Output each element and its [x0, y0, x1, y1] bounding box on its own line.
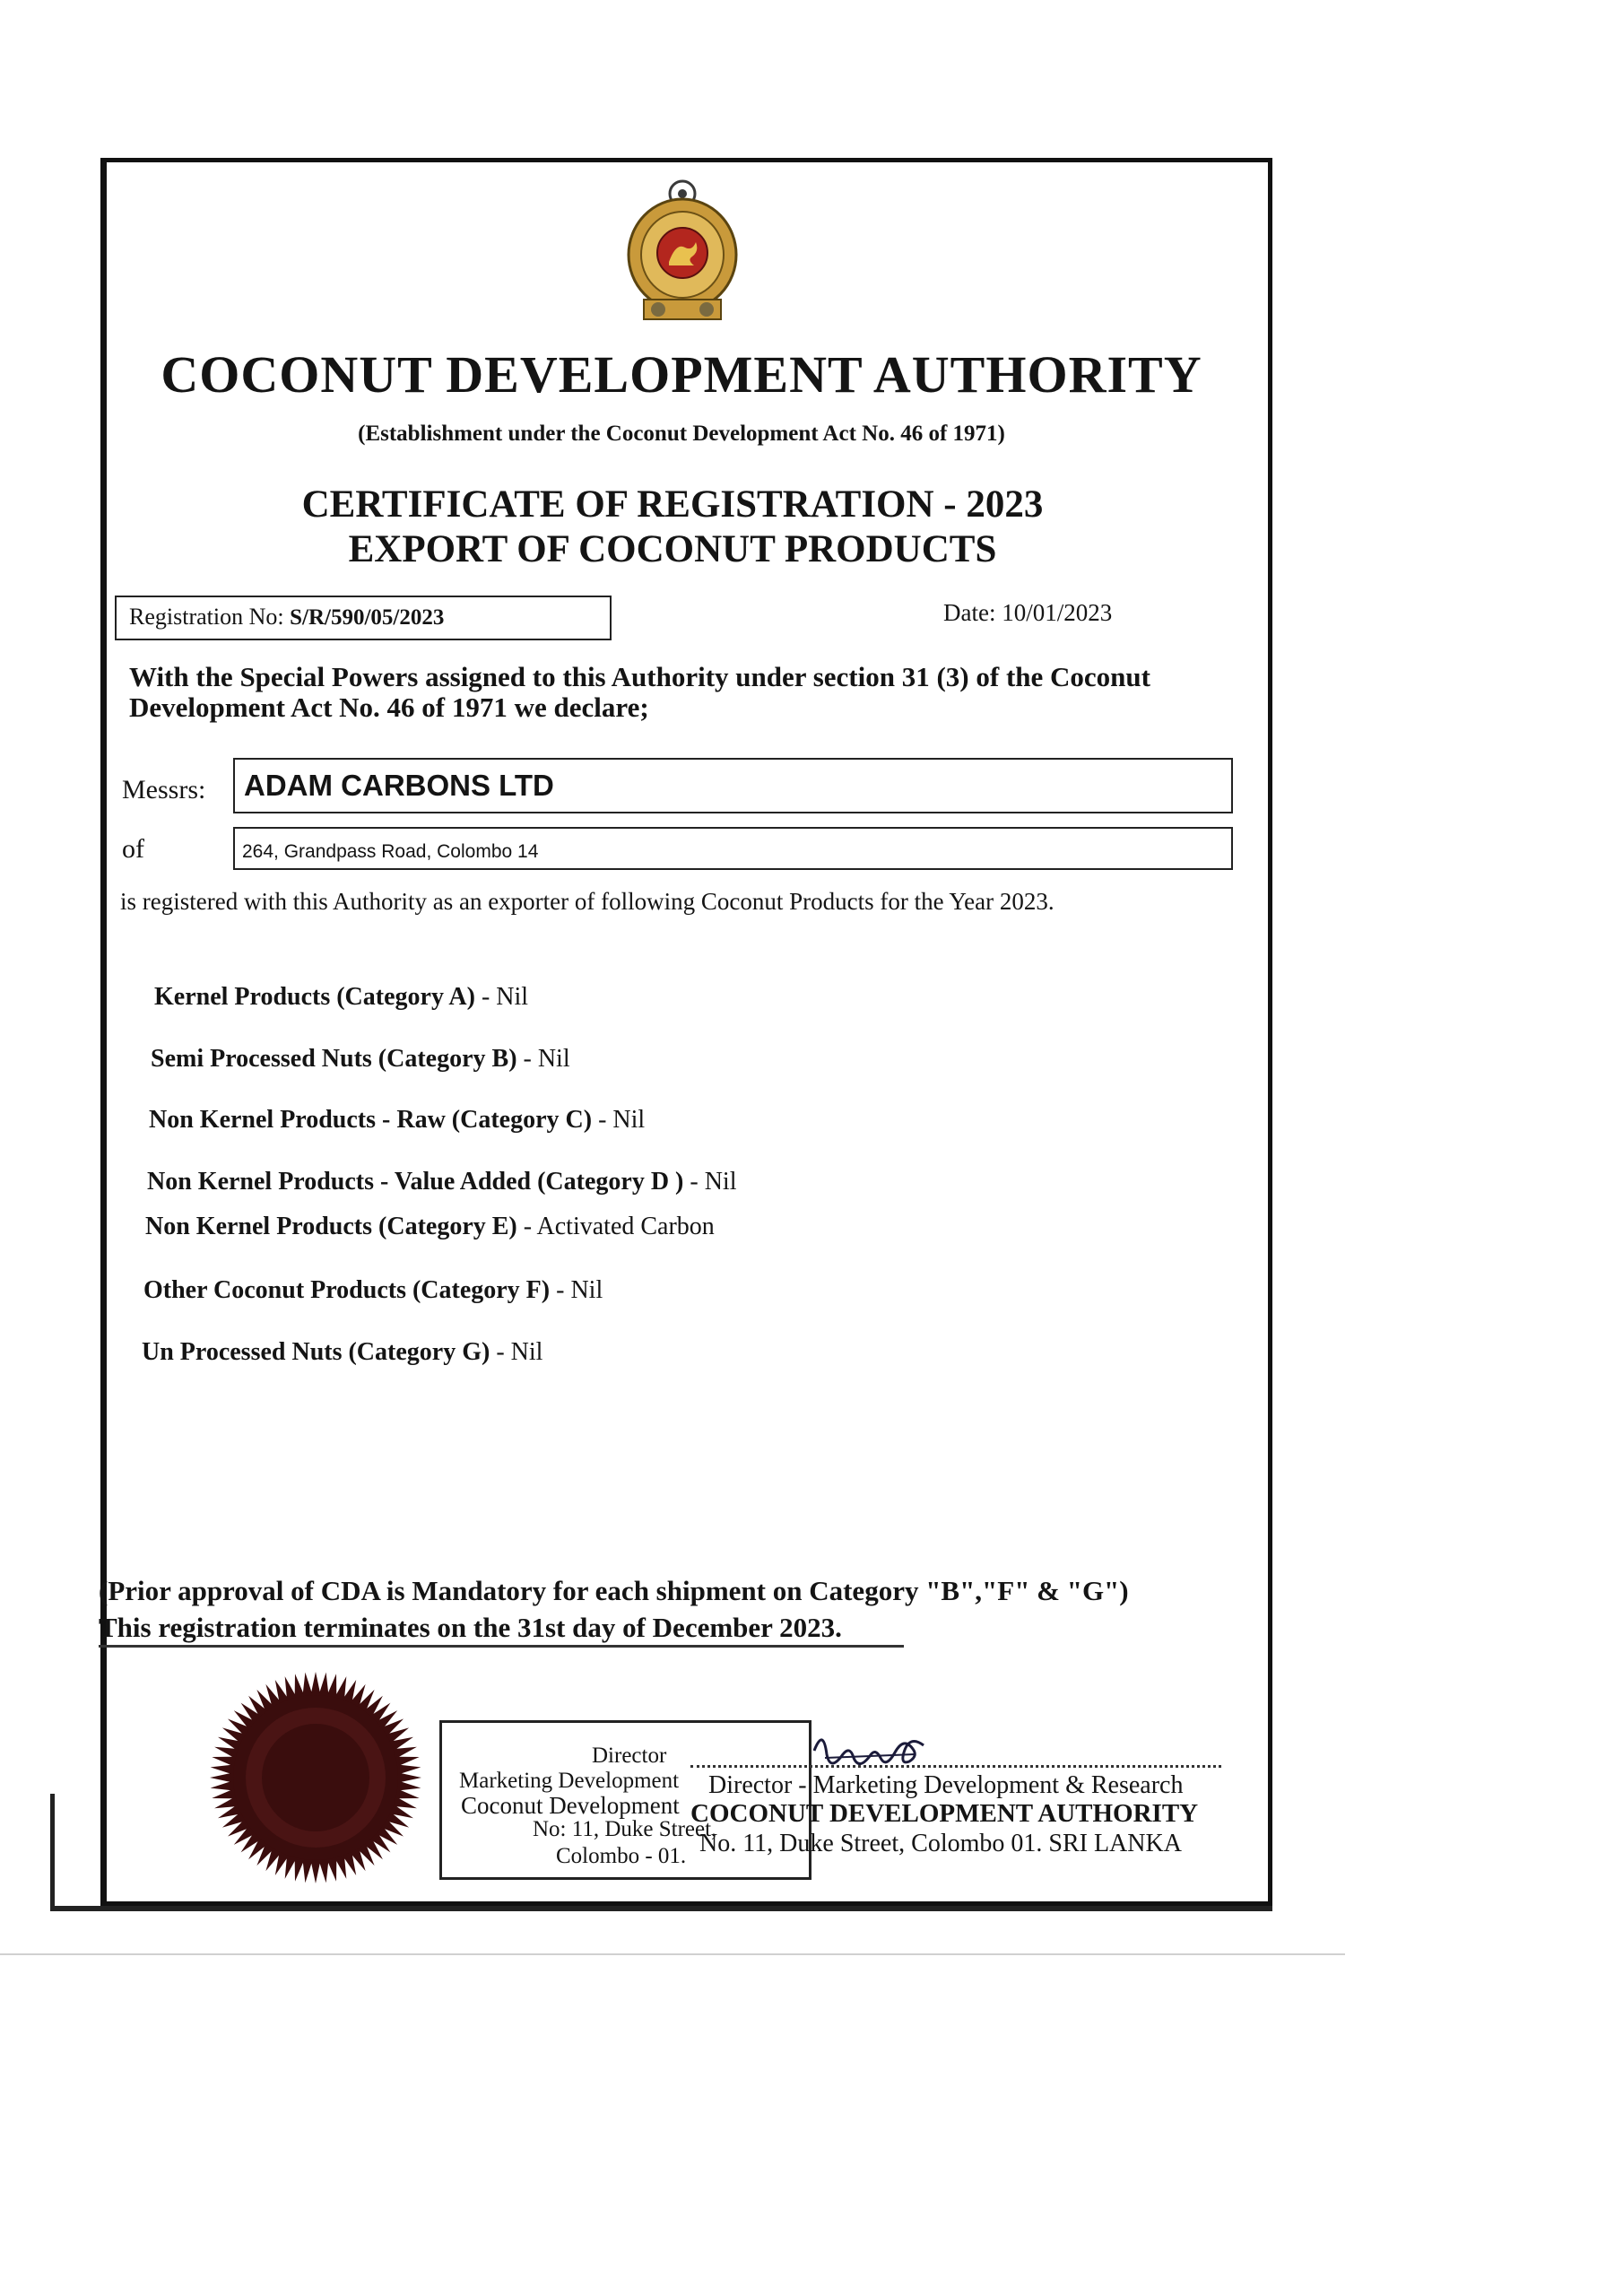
category-name: Semi Processed Nuts (Category B) [151, 1045, 517, 1073]
declaration-line-2: Development Act No. 46 of 1971 we declare; [129, 691, 649, 723]
termination-note: This registration terminates on the 31st day of December 2023. [99, 1612, 842, 1643]
date-value: 10/01/2023 [1002, 599, 1113, 626]
category-item [154, 983, 528, 1012]
stamp-director: Director [592, 1744, 667, 1768]
national-emblem-icon [624, 176, 741, 328]
termination-underline [99, 1645, 904, 1648]
establishment-subtitle: (Establishment under the Coconut Development Act No. 46 of 1971) [358, 422, 1005, 446]
declaration [129, 662, 1150, 723]
category-value: - Nil [556, 1276, 603, 1304]
authority-title: COCONUT DEVELOPMENT AUTHORITY [161, 345, 1202, 404]
stamp-address: No: 11, Duke Street, [533, 1817, 717, 1841]
border-left-extension [50, 1794, 55, 1911]
date-label: Date: [943, 599, 996, 626]
certificate-subtitle: EXPORT OF COCONUT PRODUCTS [348, 528, 997, 570]
signatory-title: Director - Marketing Development & Research [708, 1771, 1184, 1799]
stamp-coconut-development: Coconut Development [461, 1792, 680, 1819]
category-item [147, 1168, 736, 1196]
category-value: - Nil [598, 1106, 646, 1134]
messrs-label: Messrs: [122, 775, 206, 804]
company-name-field: ADAM CARBONS LTD [233, 758, 1233, 813]
certificate-title: CERTIFICATE OF REGISTRATION - 2023 [301, 483, 1044, 526]
stamp-city: Colombo - 01. [556, 1844, 687, 1868]
registration-number: S/R/590/05/2023 [290, 605, 445, 630]
category-name: Non Kernel Products - Value Added (Category D ) [147, 1168, 684, 1196]
category-item [151, 1045, 570, 1074]
signature-line [690, 1765, 1221, 1768]
category-name: Non Kernel Products (Category E) [145, 1213, 517, 1240]
category-name: Kernel Products (Category A) [154, 983, 475, 1011]
signatory-authority: COCONUT DEVELOPMENT AUTHORITY [690, 1799, 1199, 1828]
category-name: Un Processed Nuts (Category G) [142, 1338, 490, 1366]
category-item [145, 1213, 715, 1241]
of-label: of [122, 834, 144, 864]
category-name: Other Coconut Products (Category F) [143, 1276, 551, 1304]
category-value: - Nil [523, 1045, 570, 1073]
category-value: - Nil [481, 983, 529, 1011]
registration-statement: is registered with this Authority as an exporter of following Coconut Products for the Year 2023. [120, 888, 1055, 915]
scan-edge-line [0, 1953, 1345, 1955]
category-name: Non Kernel Products - Raw (Category C) [149, 1106, 593, 1134]
prior-approval-note: (Prior approval of CDA is Mandatory for each shipment on Category "B","F" & "G") [99, 1575, 1129, 1606]
handwritten-signature-icon [807, 1722, 950, 1776]
category-item [143, 1276, 603, 1305]
category-value: - Activated Carbon [523, 1213, 715, 1240]
registration-box [115, 596, 612, 640]
issue-date [943, 599, 1112, 627]
category-value: - Nil [690, 1168, 737, 1196]
stamp-marketing: Marketing Development [459, 1769, 680, 1793]
border-bottom-line [50, 1906, 1272, 1911]
company-address-field: 264, Grandpass Road, Colombo 14 [233, 827, 1233, 870]
signatory-address: No. 11, Duke Street, Colombo 01. SRI LANKA [699, 1830, 1182, 1857]
category-item [142, 1338, 542, 1367]
category-item [149, 1106, 645, 1135]
official-seal-icon [208, 1670, 423, 1885]
category-value: - Nil [496, 1338, 543, 1366]
registration-label: Registration No: [129, 604, 284, 630]
declaration-line-1: With the Special Powers assigned to this Authority under section 31 (3) of the Coconut [129, 661, 1150, 692]
